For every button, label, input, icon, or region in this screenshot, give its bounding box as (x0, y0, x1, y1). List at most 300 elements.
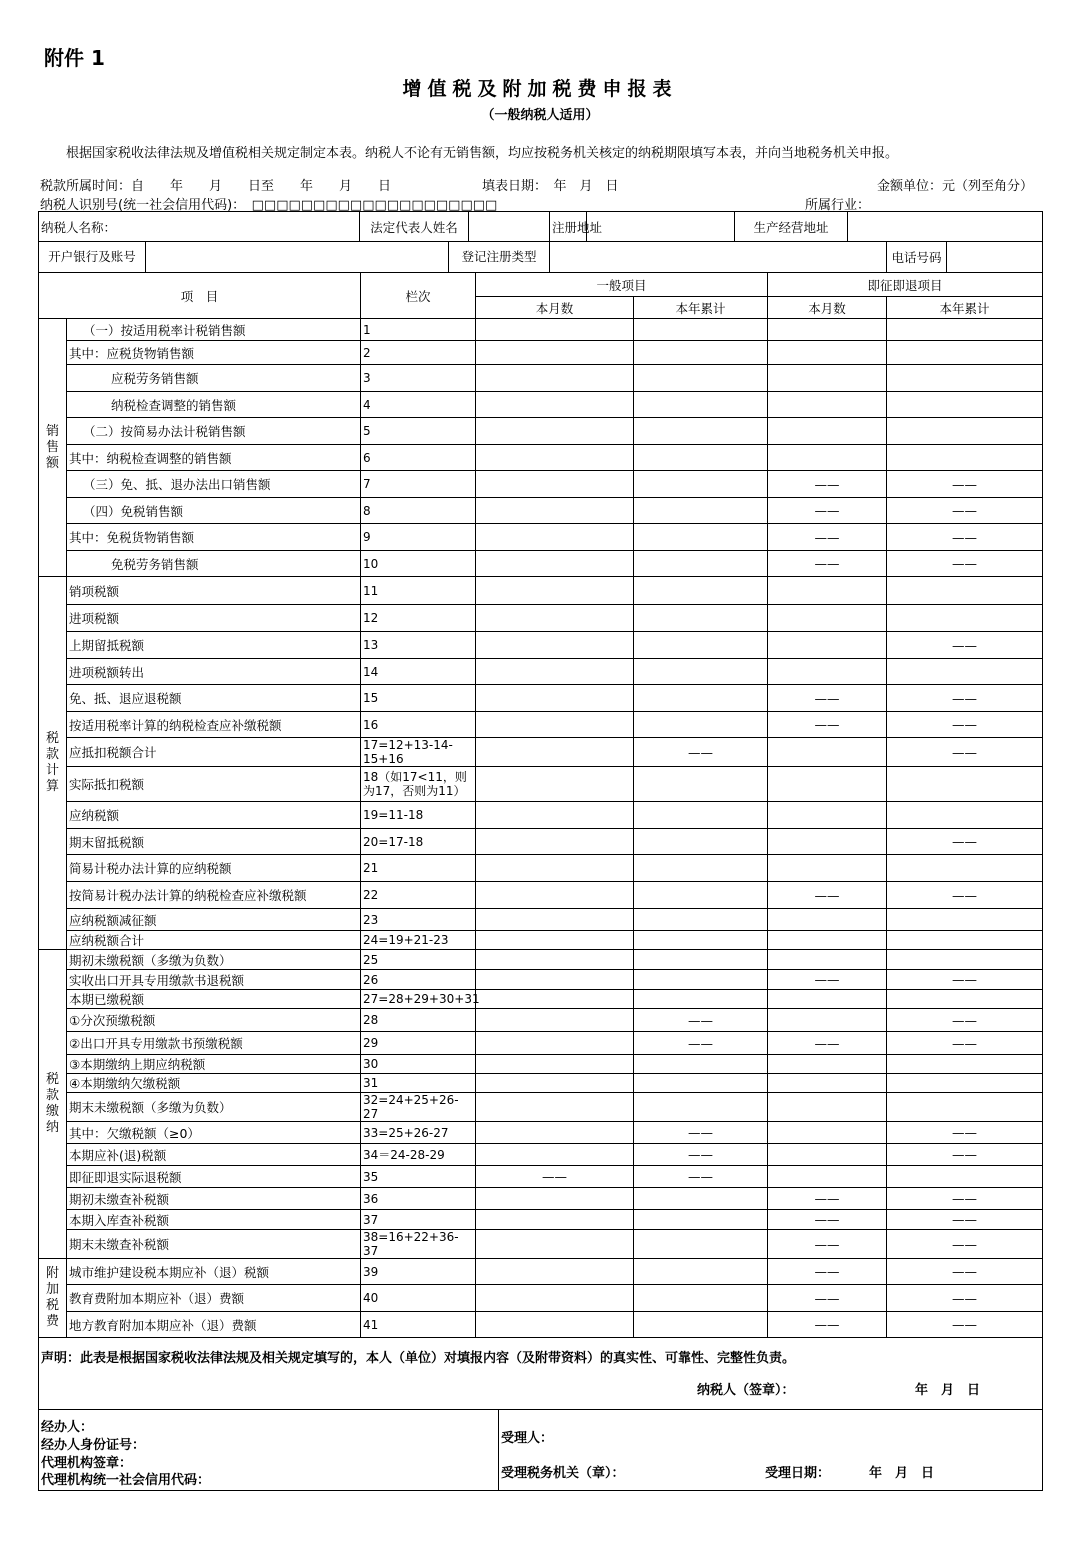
refund-month-cell[interactable] (768, 319, 887, 341)
general-ytd-cell[interactable] (634, 1259, 768, 1285)
na-cell: —— (887, 970, 1043, 990)
general-ytd-cell[interactable] (634, 829, 768, 855)
declaration-box (38, 1329, 1043, 1410)
refund-ytd-cell[interactable] (887, 445, 1043, 471)
refund-month-cell[interactable] (768, 1144, 887, 1166)
general-ytd-cell[interactable] (634, 1093, 768, 1122)
general-ytd-cell[interactable] (634, 1074, 768, 1093)
general-ytd-cell[interactable] (634, 970, 768, 990)
refund-ytd-cell[interactable] (887, 909, 1043, 931)
reg-address-field[interactable] (587, 212, 735, 242)
row-column-number: 16 (361, 712, 476, 738)
row-column-number: 1 (361, 319, 476, 341)
row-column-number: 23 (361, 909, 476, 931)
refund-month-cell[interactable] (768, 341, 887, 365)
na-cell: —— (887, 1144, 1043, 1166)
table-row (39, 632, 1043, 659)
row-item-label: （二）按简易办法计税销售额 (67, 418, 361, 445)
taxpayer-name-label: 纳税人名称： (39, 212, 360, 242)
row-column-number: 26 (361, 970, 476, 990)
row-item-label: 纳税检查调整的销售额 (67, 392, 361, 418)
row-column-number: 12 (361, 605, 476, 632)
refund-ytd-cell[interactable] (887, 1074, 1043, 1093)
reg-type-label: 登记注册类型 (448, 242, 549, 272)
table-row (39, 738, 1043, 767)
refund-month-cell[interactable] (768, 931, 887, 950)
general-month-cell[interactable] (476, 1093, 634, 1122)
general-ytd-cell[interactable] (634, 392, 768, 418)
row-item-label: （三）免、抵、退办法出口销售额 (67, 471, 361, 498)
table-row (39, 767, 1043, 802)
row-column-number: 38=16+22+36-37 (361, 1230, 476, 1259)
row-group-label: 销 售 额 (39, 319, 67, 577)
general-month-cell[interactable] (476, 1055, 634, 1074)
general-ytd-cell[interactable] (634, 855, 768, 882)
general-ytd-cell[interactable] (634, 551, 768, 577)
table-row (39, 1230, 1043, 1259)
general-month-cell[interactable] (476, 524, 634, 551)
general-ytd-cell[interactable] (634, 767, 768, 802)
phone-label: 电话号码 (887, 242, 947, 273)
refund-ytd-cell[interactable] (887, 319, 1043, 341)
refund-month-cell[interactable] (768, 950, 887, 970)
refund-month-cell[interactable] (768, 659, 887, 685)
table-row (39, 445, 1043, 471)
general-ytd-cell[interactable] (634, 605, 768, 632)
row-column-number: 40 (361, 1285, 476, 1312)
header-refund-ytd: 本年累计 (887, 297, 1043, 319)
general-month-cell[interactable] (476, 1032, 634, 1055)
general-month-cell[interactable] (476, 909, 634, 931)
general-month-cell[interactable] (476, 990, 634, 1009)
na-cell: —— (634, 1144, 768, 1166)
table-row (39, 931, 1043, 950)
row-column-number: 34＝24-28-29 (361, 1144, 476, 1166)
refund-month-cell[interactable] (768, 632, 887, 659)
general-month-cell[interactable] (476, 319, 634, 341)
na-cell: —— (476, 1166, 634, 1188)
na-cell: —— (768, 498, 887, 524)
seal-date[interactable]: 年 月 日 (915, 1383, 981, 1398)
row-column-number: 7 (361, 471, 476, 498)
table-row (39, 498, 1043, 524)
refund-ytd-cell[interactable] (887, 659, 1043, 685)
table-row (39, 990, 1043, 1009)
table-row (39, 950, 1043, 970)
na-cell: —— (887, 685, 1043, 712)
general-ytd-cell[interactable] (634, 950, 768, 970)
general-month-cell[interactable] (476, 1074, 634, 1093)
row-item-label: 本期已缴税额 (67, 990, 361, 1009)
refund-ytd-cell[interactable] (887, 950, 1043, 970)
na-cell: —— (768, 1285, 887, 1312)
na-cell: —— (887, 712, 1043, 738)
refund-month-cell[interactable] (768, 909, 887, 931)
general-month-cell[interactable] (476, 1188, 634, 1210)
refund-ytd-cell[interactable] (887, 1093, 1043, 1122)
header-general-ytd: 本年累计 (634, 297, 768, 319)
industry-field[interactable]: 所属行业： (805, 198, 871, 213)
table-row (39, 1055, 1043, 1074)
na-cell: —— (768, 1210, 887, 1230)
row-item-label: 即征即退实际退税额 (67, 1166, 361, 1188)
general-month-cell[interactable] (476, 1009, 634, 1032)
refund-ytd-cell[interactable] (887, 365, 1043, 392)
row-column-number: 19=11-18 (361, 802, 476, 829)
refund-ytd-cell[interactable] (887, 605, 1043, 632)
agent-id-label[interactable]: 经办人身份证号： (41, 1438, 146, 1453)
row-item-label: 本期入库查补税额 (67, 1210, 361, 1230)
row-column-number: 15 (361, 685, 476, 712)
taxpayer-info-table (38, 211, 1043, 273)
general-month-cell[interactable] (476, 1285, 634, 1312)
signature-divider (498, 1410, 499, 1490)
row-group-label: 税 款 计 算 (39, 577, 67, 950)
general-ytd-cell[interactable] (634, 1230, 768, 1259)
na-cell: —— (887, 1210, 1043, 1230)
na-cell: —— (887, 1285, 1043, 1312)
na-cell: —— (887, 1230, 1043, 1259)
declaration-table (38, 272, 1043, 1338)
general-month-cell[interactable] (476, 685, 634, 712)
general-month-cell[interactable] (476, 950, 634, 970)
tax-period[interactable]: 税款所属时间：自 年 月 日至 年 月 日 (40, 179, 392, 194)
phone-field[interactable] (947, 242, 1043, 273)
general-ytd-cell[interactable] (634, 802, 768, 829)
general-month-cell[interactable] (476, 970, 634, 990)
row-item-label: ③本期缴纳上期应纳税额 (67, 1055, 361, 1074)
general-ytd-cell[interactable] (634, 685, 768, 712)
table-row (39, 1144, 1043, 1166)
row-item-label: 进项税额 (67, 605, 361, 632)
row-column-number: 18（如17<11，则为17，否则为11） (361, 767, 476, 802)
refund-month-cell[interactable] (768, 1122, 887, 1144)
taxpayer-seal-label[interactable]: 纳税人（签章）： (697, 1383, 795, 1398)
row-column-number: 28 (361, 1009, 476, 1032)
general-month-cell[interactable] (476, 1230, 634, 1259)
general-month-cell[interactable] (476, 1144, 634, 1166)
row-column-number: 5 (361, 418, 476, 445)
intro-text: 根据国家税收法律法规及增值税相关规定制定本表。纳税人不论有无销售额，均应按税务机关核定的纳税期限填写本表，并向当地税务机关申报。 (66, 146, 899, 161)
na-cell: —— (768, 524, 887, 551)
row-column-number: 21 (361, 855, 476, 882)
agent-label[interactable]: 经办人： (41, 1420, 94, 1435)
refund-month-cell[interactable] (768, 392, 887, 418)
general-month-cell[interactable] (476, 1259, 634, 1285)
general-month-cell[interactable] (476, 1122, 634, 1144)
general-month-cell[interactable] (476, 498, 634, 524)
row-column-number: 2 (361, 341, 476, 365)
general-month-cell[interactable] (476, 829, 634, 855)
legal-rep-field[interactable] (469, 212, 550, 242)
table-row (39, 551, 1043, 577)
refund-month-cell[interactable] (768, 577, 887, 605)
general-month-cell[interactable] (476, 418, 634, 445)
general-month-cell[interactable] (476, 882, 634, 909)
general-ytd-cell[interactable] (634, 524, 768, 551)
table-row (39, 1032, 1043, 1055)
row-item-label: 免税劳务销售额 (67, 551, 361, 577)
table-row (39, 524, 1043, 551)
header-general: 一般项目 (476, 273, 768, 297)
na-cell: —— (768, 712, 887, 738)
na-cell: —— (634, 1032, 768, 1055)
general-ytd-cell[interactable] (634, 1055, 768, 1074)
na-cell: —— (887, 829, 1043, 855)
na-cell: —— (634, 738, 768, 767)
na-cell: —— (768, 1188, 887, 1210)
na-cell: —— (887, 1312, 1043, 1338)
general-ytd-cell[interactable] (634, 1188, 768, 1210)
refund-month-cell[interactable] (768, 829, 887, 855)
na-cell: —— (887, 471, 1043, 498)
general-ytd-cell[interactable] (634, 1210, 768, 1230)
row-item-label: 简易计税办法计算的应纳税额 (67, 855, 361, 882)
general-month-cell[interactable] (476, 605, 634, 632)
refund-month-cell[interactable] (768, 1074, 887, 1093)
general-ytd-cell[interactable] (634, 931, 768, 950)
row-item-label: 按适用税率计算的纳税检查应补缴税额 (67, 712, 361, 738)
header-refund: 即征即退项目 (768, 273, 1043, 297)
row-item-label: 地方教育附加本期应补（退）费额 (67, 1312, 361, 1338)
general-ytd-cell[interactable] (634, 418, 768, 445)
na-cell: —— (887, 551, 1043, 577)
na-cell: —— (887, 632, 1043, 659)
row-item-label: 期初未缴税额（多缴为负数） (67, 950, 361, 970)
bank-account-field[interactable] (146, 242, 448, 272)
table-row (39, 577, 1043, 605)
refund-ytd-cell[interactable] (887, 392, 1043, 418)
refund-month-cell[interactable] (768, 365, 887, 392)
refund-ytd-cell[interactable] (887, 990, 1043, 1009)
refund-ytd-cell[interactable] (887, 767, 1043, 802)
table-row (39, 1074, 1043, 1093)
row-item-label: 销项税额 (67, 577, 361, 605)
refund-month-cell[interactable] (768, 990, 887, 1009)
row-column-number: 29 (361, 1032, 476, 1055)
general-ytd-cell[interactable] (634, 498, 768, 524)
refund-ytd-cell[interactable] (887, 418, 1043, 445)
biz-address-field[interactable] (848, 212, 1043, 242)
row-item-label: 本期应补(退)税额 (67, 1144, 361, 1166)
receive-date-label: 受理日期： (765, 1466, 831, 1481)
row-item-label: （四）免税销售额 (67, 498, 361, 524)
general-ytd-cell[interactable] (634, 341, 768, 365)
general-ytd-cell[interactable] (634, 445, 768, 471)
refund-ytd-cell[interactable] (887, 1055, 1043, 1074)
refund-month-cell[interactable] (768, 738, 887, 767)
na-cell: —— (634, 1166, 768, 1188)
refund-month-cell[interactable] (768, 1009, 887, 1032)
general-month-cell[interactable] (476, 471, 634, 498)
annex-label: 附件 1 (44, 46, 105, 70)
refund-month-cell[interactable] (768, 802, 887, 829)
general-ytd-cell[interactable] (634, 1285, 768, 1312)
na-cell: —— (768, 471, 887, 498)
na-cell: —— (887, 1259, 1043, 1285)
refund-ytd-cell[interactable] (887, 802, 1043, 829)
refund-month-cell[interactable] (768, 1055, 887, 1074)
row-column-number: 6 (361, 445, 476, 471)
table-row (39, 392, 1043, 418)
reg-type-field[interactable] (550, 242, 887, 273)
row-item-label: 应抵扣税额合计 (67, 738, 361, 767)
row-item-label: 其中：免税货物销售额 (67, 524, 361, 551)
row-column-number: 31 (361, 1074, 476, 1093)
row-item-label: 按简易计税办法计算的纳税检查应补缴税额 (67, 882, 361, 909)
general-month-cell[interactable] (476, 632, 634, 659)
row-item-label: 期末未缴查补税额 (67, 1230, 361, 1259)
general-month-cell[interactable] (476, 712, 634, 738)
fill-date[interactable]: 填表日期： 年 月 日 (482, 179, 619, 194)
table-row (39, 365, 1043, 392)
na-cell: —— (887, 1032, 1043, 1055)
row-item-label: 期末留抵税额 (67, 829, 361, 855)
general-month-cell[interactable] (476, 659, 634, 685)
form-subtitle: （一般纳税人适用） (481, 108, 599, 123)
agency-code-label[interactable]: 代理机构统一社会信用代码： (41, 1473, 211, 1488)
refund-ytd-cell[interactable] (887, 855, 1043, 882)
row-column-number: 13 (361, 632, 476, 659)
legal-rep-label: 法定代表人姓名 (360, 212, 469, 242)
general-month-cell[interactable] (476, 1210, 634, 1230)
table-row (39, 341, 1043, 365)
row-item-label: ②出口开具专用缴款书预缴税额 (67, 1032, 361, 1055)
general-ytd-cell[interactable] (634, 577, 768, 605)
na-cell: —— (768, 1312, 887, 1338)
table-row (39, 659, 1043, 685)
row-group-label: 税 款 缴 纳 (39, 950, 67, 1259)
declaration-text: 声明：此表是根据国家税收法律法规及相关规定填写的，本人（单位）对填报内容（及附带资料）的真实性、可靠性、完整性负责。 (41, 1351, 796, 1366)
general-ytd-cell[interactable] (634, 990, 768, 1009)
reg-address-label: 注册地址 (550, 212, 587, 242)
row-column-number: 24=19+21-23 (361, 931, 476, 950)
table-row (39, 1259, 1043, 1285)
row-column-number: 22 (361, 882, 476, 909)
general-ytd-cell[interactable] (634, 659, 768, 685)
row-group-label: 附 加 税 费 (39, 1259, 67, 1338)
row-item-label: 免、抵、退应退税额 (67, 685, 361, 712)
table-row (39, 882, 1043, 909)
form-title: 增值税及附加税费申报表 (402, 78, 678, 100)
general-month-cell[interactable] (476, 577, 634, 605)
header-general-month: 本月数 (476, 297, 634, 319)
row-column-number: 4 (361, 392, 476, 418)
table-row (39, 829, 1043, 855)
general-month-cell[interactable] (476, 855, 634, 882)
row-column-number: 35 (361, 1166, 476, 1188)
row-item-label: 进项税额转出 (67, 659, 361, 685)
row-item-label: 教育费附加本期应补（退）费额 (67, 1285, 361, 1312)
row-column-number: 27=28+29+30+31 (361, 990, 476, 1009)
table-row (39, 909, 1043, 931)
row-column-number: 32=24+25+26-27 (361, 1093, 476, 1122)
table-row (39, 685, 1043, 712)
receiver-label[interactable]: 受理人： (501, 1431, 554, 1446)
refund-month-cell[interactable] (768, 445, 887, 471)
refund-month-cell[interactable] (768, 1093, 887, 1122)
row-item-label: （一）按适用税率计税销售额 (67, 319, 361, 341)
row-item-label: 应税劳务销售额 (67, 365, 361, 392)
general-ytd-cell[interactable] (634, 365, 768, 392)
table-row (39, 1166, 1043, 1188)
general-month-cell[interactable] (476, 445, 634, 471)
na-cell: —— (768, 1230, 887, 1259)
general-month-cell[interactable] (476, 365, 634, 392)
row-column-number: 3 (361, 365, 476, 392)
table-row (39, 1093, 1043, 1122)
row-item-label: 实际抵扣税额 (67, 767, 361, 802)
general-ytd-cell[interactable] (634, 471, 768, 498)
general-ytd-cell[interactable] (634, 909, 768, 931)
row-column-number: 30 (361, 1055, 476, 1074)
table-row (39, 712, 1043, 738)
general-ytd-cell[interactable] (634, 632, 768, 659)
refund-ytd-cell[interactable] (887, 577, 1043, 605)
row-column-number: 10 (361, 551, 476, 577)
general-month-cell[interactable] (476, 392, 634, 418)
refund-month-cell[interactable] (768, 1166, 887, 1188)
taxpayer-id-field[interactable]: 纳税人识别号(统一社会信用代码)： □□□□□□□□□□□□□□□□□□□□ (40, 198, 498, 213)
row-column-number: 14 (361, 659, 476, 685)
receiving-office-label[interactable]: 受理税务机关（章）： (501, 1466, 625, 1481)
general-month-cell[interactable] (476, 931, 634, 950)
refund-month-cell[interactable] (768, 767, 887, 802)
row-item-label: ④本期缴纳欠缴税额 (67, 1074, 361, 1093)
table-row (39, 1122, 1043, 1144)
refund-month-cell[interactable] (768, 605, 887, 632)
general-month-cell[interactable] (476, 767, 634, 802)
general-month-cell[interactable] (476, 551, 634, 577)
row-column-number: 8 (361, 498, 476, 524)
row-item-label: 上期留抵税额 (67, 632, 361, 659)
receive-date[interactable]: 年 月 日 (869, 1466, 935, 1481)
refund-ytd-cell[interactable] (887, 1166, 1043, 1188)
row-column-number: 9 (361, 524, 476, 551)
na-cell: —— (768, 1032, 887, 1055)
na-cell: —— (887, 882, 1043, 909)
table-row (39, 1188, 1043, 1210)
na-cell: —— (887, 738, 1043, 767)
refund-month-cell[interactable] (768, 855, 887, 882)
refund-ytd-cell[interactable] (887, 341, 1043, 365)
general-ytd-cell[interactable] (634, 319, 768, 341)
row-column-number: 20=17-18 (361, 829, 476, 855)
na-cell: —— (768, 882, 887, 909)
general-ytd-cell[interactable] (634, 882, 768, 909)
na-cell: —— (887, 1188, 1043, 1210)
row-item-label: 实收出口开具专用缴款书退税额 (67, 970, 361, 990)
row-column-number: 11 (361, 577, 476, 605)
general-month-cell[interactable] (476, 341, 634, 365)
table-row (39, 802, 1043, 829)
row-column-number: 33=25+26-27 (361, 1122, 476, 1144)
general-month-cell[interactable] (476, 738, 634, 767)
general-ytd-cell[interactable] (634, 712, 768, 738)
na-cell: —— (768, 970, 887, 990)
na-cell: —— (768, 685, 887, 712)
refund-ytd-cell[interactable] (887, 931, 1043, 950)
na-cell: —— (768, 1259, 887, 1285)
row-column-number: 36 (361, 1188, 476, 1210)
na-cell: —— (887, 1009, 1043, 1032)
general-month-cell[interactable] (476, 802, 634, 829)
agency-seal-label[interactable]: 代理机构签章： (41, 1456, 133, 1471)
refund-month-cell[interactable] (768, 418, 887, 445)
row-column-number: 37 (361, 1210, 476, 1230)
header-column: 栏次 (361, 273, 476, 319)
row-item-label: 期末未缴税额（多缴为负数） (67, 1093, 361, 1122)
